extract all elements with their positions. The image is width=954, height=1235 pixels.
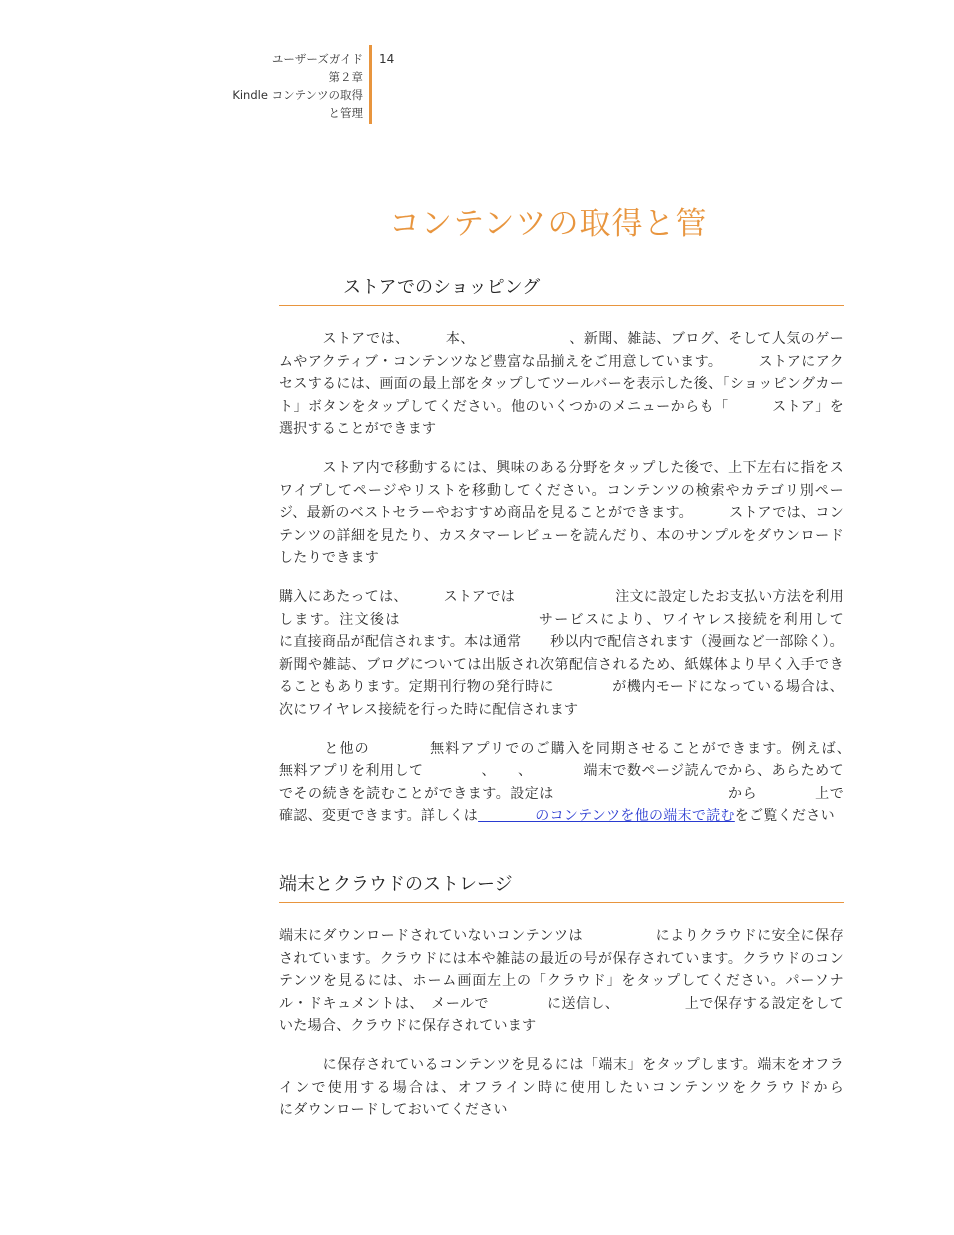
chapter-name-line1: Kindle コンテンツの取得 bbox=[232, 88, 363, 102]
section-shopping bbox=[279, 276, 902, 828]
page-number: 14 bbox=[379, 52, 395, 66]
chapter-title: コンテンツの取得と管 bbox=[389, 206, 708, 242]
read-on-other-devices-link[interactable]: のコンテンツを他の端末で読む bbox=[478, 808, 735, 825]
section-heading-storage: 端末とクラウドのストレージ bbox=[279, 873, 844, 903]
running-header bbox=[180, 50, 363, 122]
guide-label: ユーザーズガイド bbox=[271, 52, 363, 66]
paragraph-text: と他の 無料アプリでのご購入を同期させることができます。例えば、 無料アプリを利用して 、 、 端末で数ページ読んでから、あらためて でその続きを読むことができます。設定は から 上で確認、変更できます。詳しくは bbox=[279, 740, 902, 825]
header-divider bbox=[369, 45, 372, 124]
paragraph-text: をご覧ください bbox=[734, 808, 835, 825]
paragraph: 端末にダウンロードされていないコンテンツは によりクラウドに安全に保存されています。クラウドには本や雑誌の最近の号が保存されています。クラウドのコンテンツを見るには、ホーム画面左上の「クラウド」をタップしてください。パーソナル・ドキュメントは、 メールで に送信し、 上で保存する設定をしていた場合、クラウドに保存されています bbox=[279, 928, 844, 1035]
section-storage bbox=[279, 873, 916, 1122]
chapter-number: 第２章 bbox=[328, 70, 363, 84]
paragraph-with-link bbox=[279, 738, 902, 828]
paragraph: に保存されているコンテンツを見るには「端末」をタップします。端末をオフラインで使用する場合は、オフライン時に使用したいコンテンツをクラウドから にダウンロードしておいてください bbox=[279, 1056, 916, 1119]
paragraph: ストアでは、 本、 、新聞、雑誌、ブログ、そして人気のゲームやアクティブ・コンテンツなど豊富な品揃えをご用意しています。 ストアにアクセスするには、画面の最上部をタップしてツールバーを表示した後、「ショッピングカート」ボタンをタップしてください。他のいくつかのメニューからも「 ストア」を選択することができます bbox=[279, 331, 844, 438]
chapter-name-line2: と管理 bbox=[328, 106, 363, 120]
section-heading-shopping: ストアでのショッピング bbox=[279, 276, 844, 306]
paragraph: ストア内で移動するには、興味のある分野をタップした後で、上下左右に指をスワイプしてページやリストを移動してください。コンテンツの検索やカテゴリ別ページ、最新のベストセラーやおすすめ商品を見ることができます。 ストアでは、コンテンツの詳細を見たり、カスタマーレビューを読んだり、本のサンプルをダウンロードしたりできます bbox=[279, 459, 844, 567]
paragraph: 購入にあたっては、 ストアでは 注文に設定したお支払い方法を利用します。注文後は サービスにより、ワイヤレス接続を利用して に直接商品が配信されます。本は通常 秒以内で配信されます（漫画など一部除く）。新聞や雑誌、ブログについては出版され次第配信されるため、紙媒体より早く入手できることもあります。定期刊行物の発行時に が機内モードになっている場合は、次にワイヤレス接続を行った時に配信されます bbox=[279, 588, 887, 718]
